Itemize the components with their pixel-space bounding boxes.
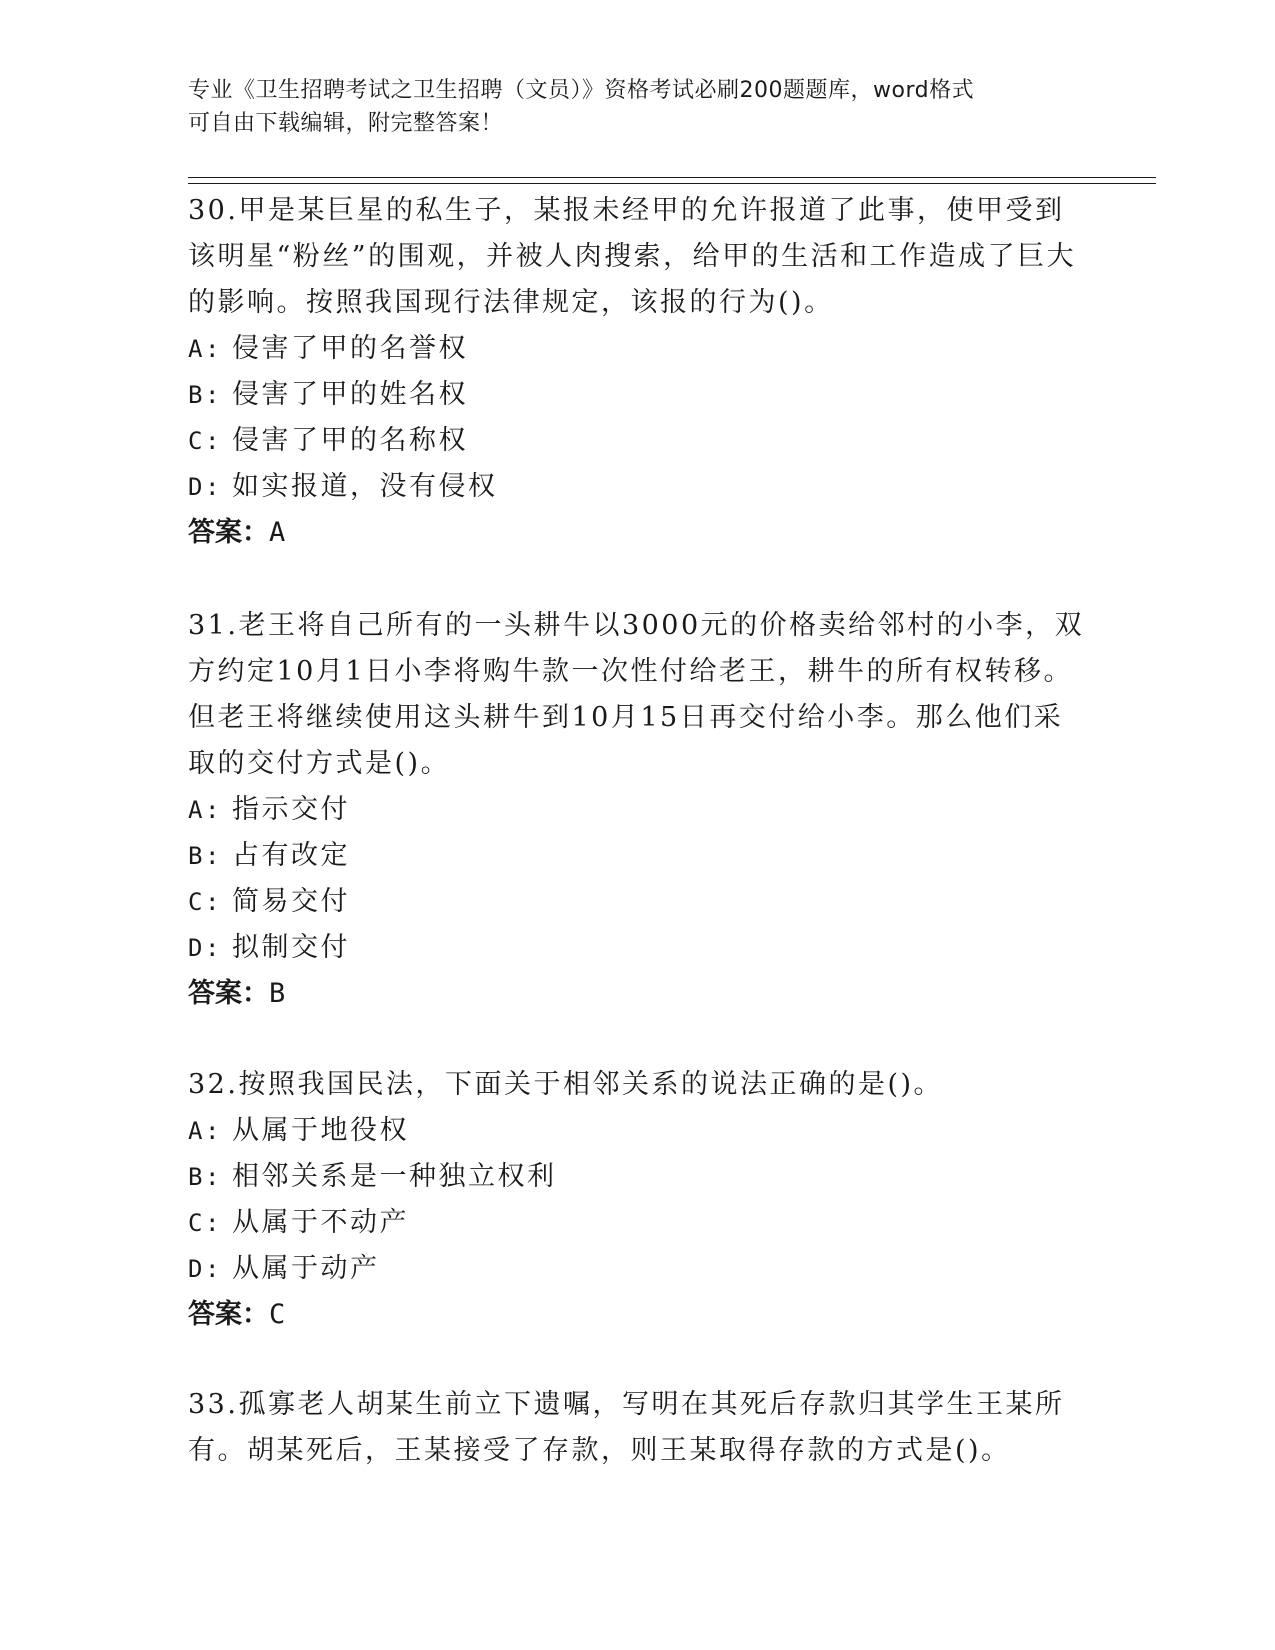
option-text: 占有改定 xyxy=(232,840,350,871)
option-letter: B: xyxy=(188,1163,222,1191)
option-b xyxy=(188,833,1088,879)
answer-line xyxy=(188,1292,1088,1338)
document-header xyxy=(188,74,1068,140)
answer-value: A xyxy=(269,517,286,548)
question-31 xyxy=(188,603,1088,1017)
header-divider-bottom xyxy=(188,183,1156,184)
question-text: 33.孤寡老人胡某生前立下遗嘱，写明在其死后存款归其学生王某所有。胡某死后，王某接受了存款，则王某取得存款的方式是()。 xyxy=(188,1389,1065,1466)
option-letter: A: xyxy=(188,335,222,363)
answer-label: 答案： xyxy=(188,517,269,548)
answer-line xyxy=(188,971,1088,1017)
answer-value: C xyxy=(269,1299,286,1330)
answer-value: B xyxy=(269,978,286,1009)
option-text: 侵害了甲的姓名权 xyxy=(232,379,468,410)
option-d xyxy=(188,1246,1088,1292)
answer-label: 答案： xyxy=(188,1299,269,1330)
answer-line xyxy=(188,510,1088,556)
option-letter: C: xyxy=(188,888,222,916)
option-letter: C: xyxy=(188,1209,222,1237)
header-line-2: 可自由下载编辑，附完整答案！ xyxy=(188,111,504,136)
question-33 xyxy=(188,1382,1088,1474)
question-32 xyxy=(188,1062,1088,1338)
option-letter: A: xyxy=(188,1117,222,1145)
option-text: 从属于地役权 xyxy=(232,1115,409,1146)
answer-label: 答案： xyxy=(188,978,269,1009)
question-text: 32.按照我国民法，下面关于相邻关系的说法正确的是()。 xyxy=(188,1069,944,1100)
option-text: 侵害了甲的名誉权 xyxy=(232,333,468,364)
option-letter: B: xyxy=(188,381,222,409)
question-text: 30.甲是某巨星的私生子，某报未经甲的允许报道了此事，使甲受到该明星“粉丝”的围观，并被人肉搜索，给甲的生活和工作造成了巨大的影响。按照我国现行法律规定，该报的行为()。 xyxy=(188,195,1077,318)
option-text: 如实报道，没有侵权 xyxy=(232,471,498,502)
option-text: 从属于不动产 xyxy=(232,1207,409,1238)
option-b xyxy=(188,1154,1088,1200)
option-text: 简易交付 xyxy=(232,886,350,917)
header-divider-top xyxy=(188,177,1156,178)
option-letter: D: xyxy=(188,473,222,501)
option-c xyxy=(188,418,1088,464)
option-letter: C: xyxy=(188,427,222,455)
question-text: 31.老王将自己所有的一头耕牛以3000元的价格卖给邻村的小李，双方约定10月1日小李将购牛款一次性付给老王，耕牛的所有权转移。但老王将继续使用这头耕牛到10月15日再交付给小李。那么他们采取的交付方式是()。 xyxy=(188,610,1085,779)
option-text: 侵害了甲的名称权 xyxy=(232,425,468,456)
option-a xyxy=(188,1108,1088,1154)
option-a xyxy=(188,787,1088,833)
option-b xyxy=(188,372,1088,418)
option-letter: B: xyxy=(188,842,222,870)
option-letter: A: xyxy=(188,796,222,824)
option-text: 拟制交付 xyxy=(232,932,350,963)
option-text: 从属于动产 xyxy=(232,1253,380,1284)
option-d xyxy=(188,925,1088,971)
option-letter: D: xyxy=(188,1255,222,1283)
option-text: 指示交付 xyxy=(232,794,350,825)
option-a xyxy=(188,326,1088,372)
header-line-1: 专业《卫生招聘考试之卫生招聘（文员）》资格考试必刷200题题库，word格式 xyxy=(188,78,975,103)
option-d xyxy=(188,464,1088,510)
option-letter: D: xyxy=(188,934,222,962)
question-30 xyxy=(188,188,1088,556)
option-text: 相邻关系是一种独立权利 xyxy=(232,1161,557,1192)
option-c xyxy=(188,879,1088,925)
option-c xyxy=(188,1200,1088,1246)
